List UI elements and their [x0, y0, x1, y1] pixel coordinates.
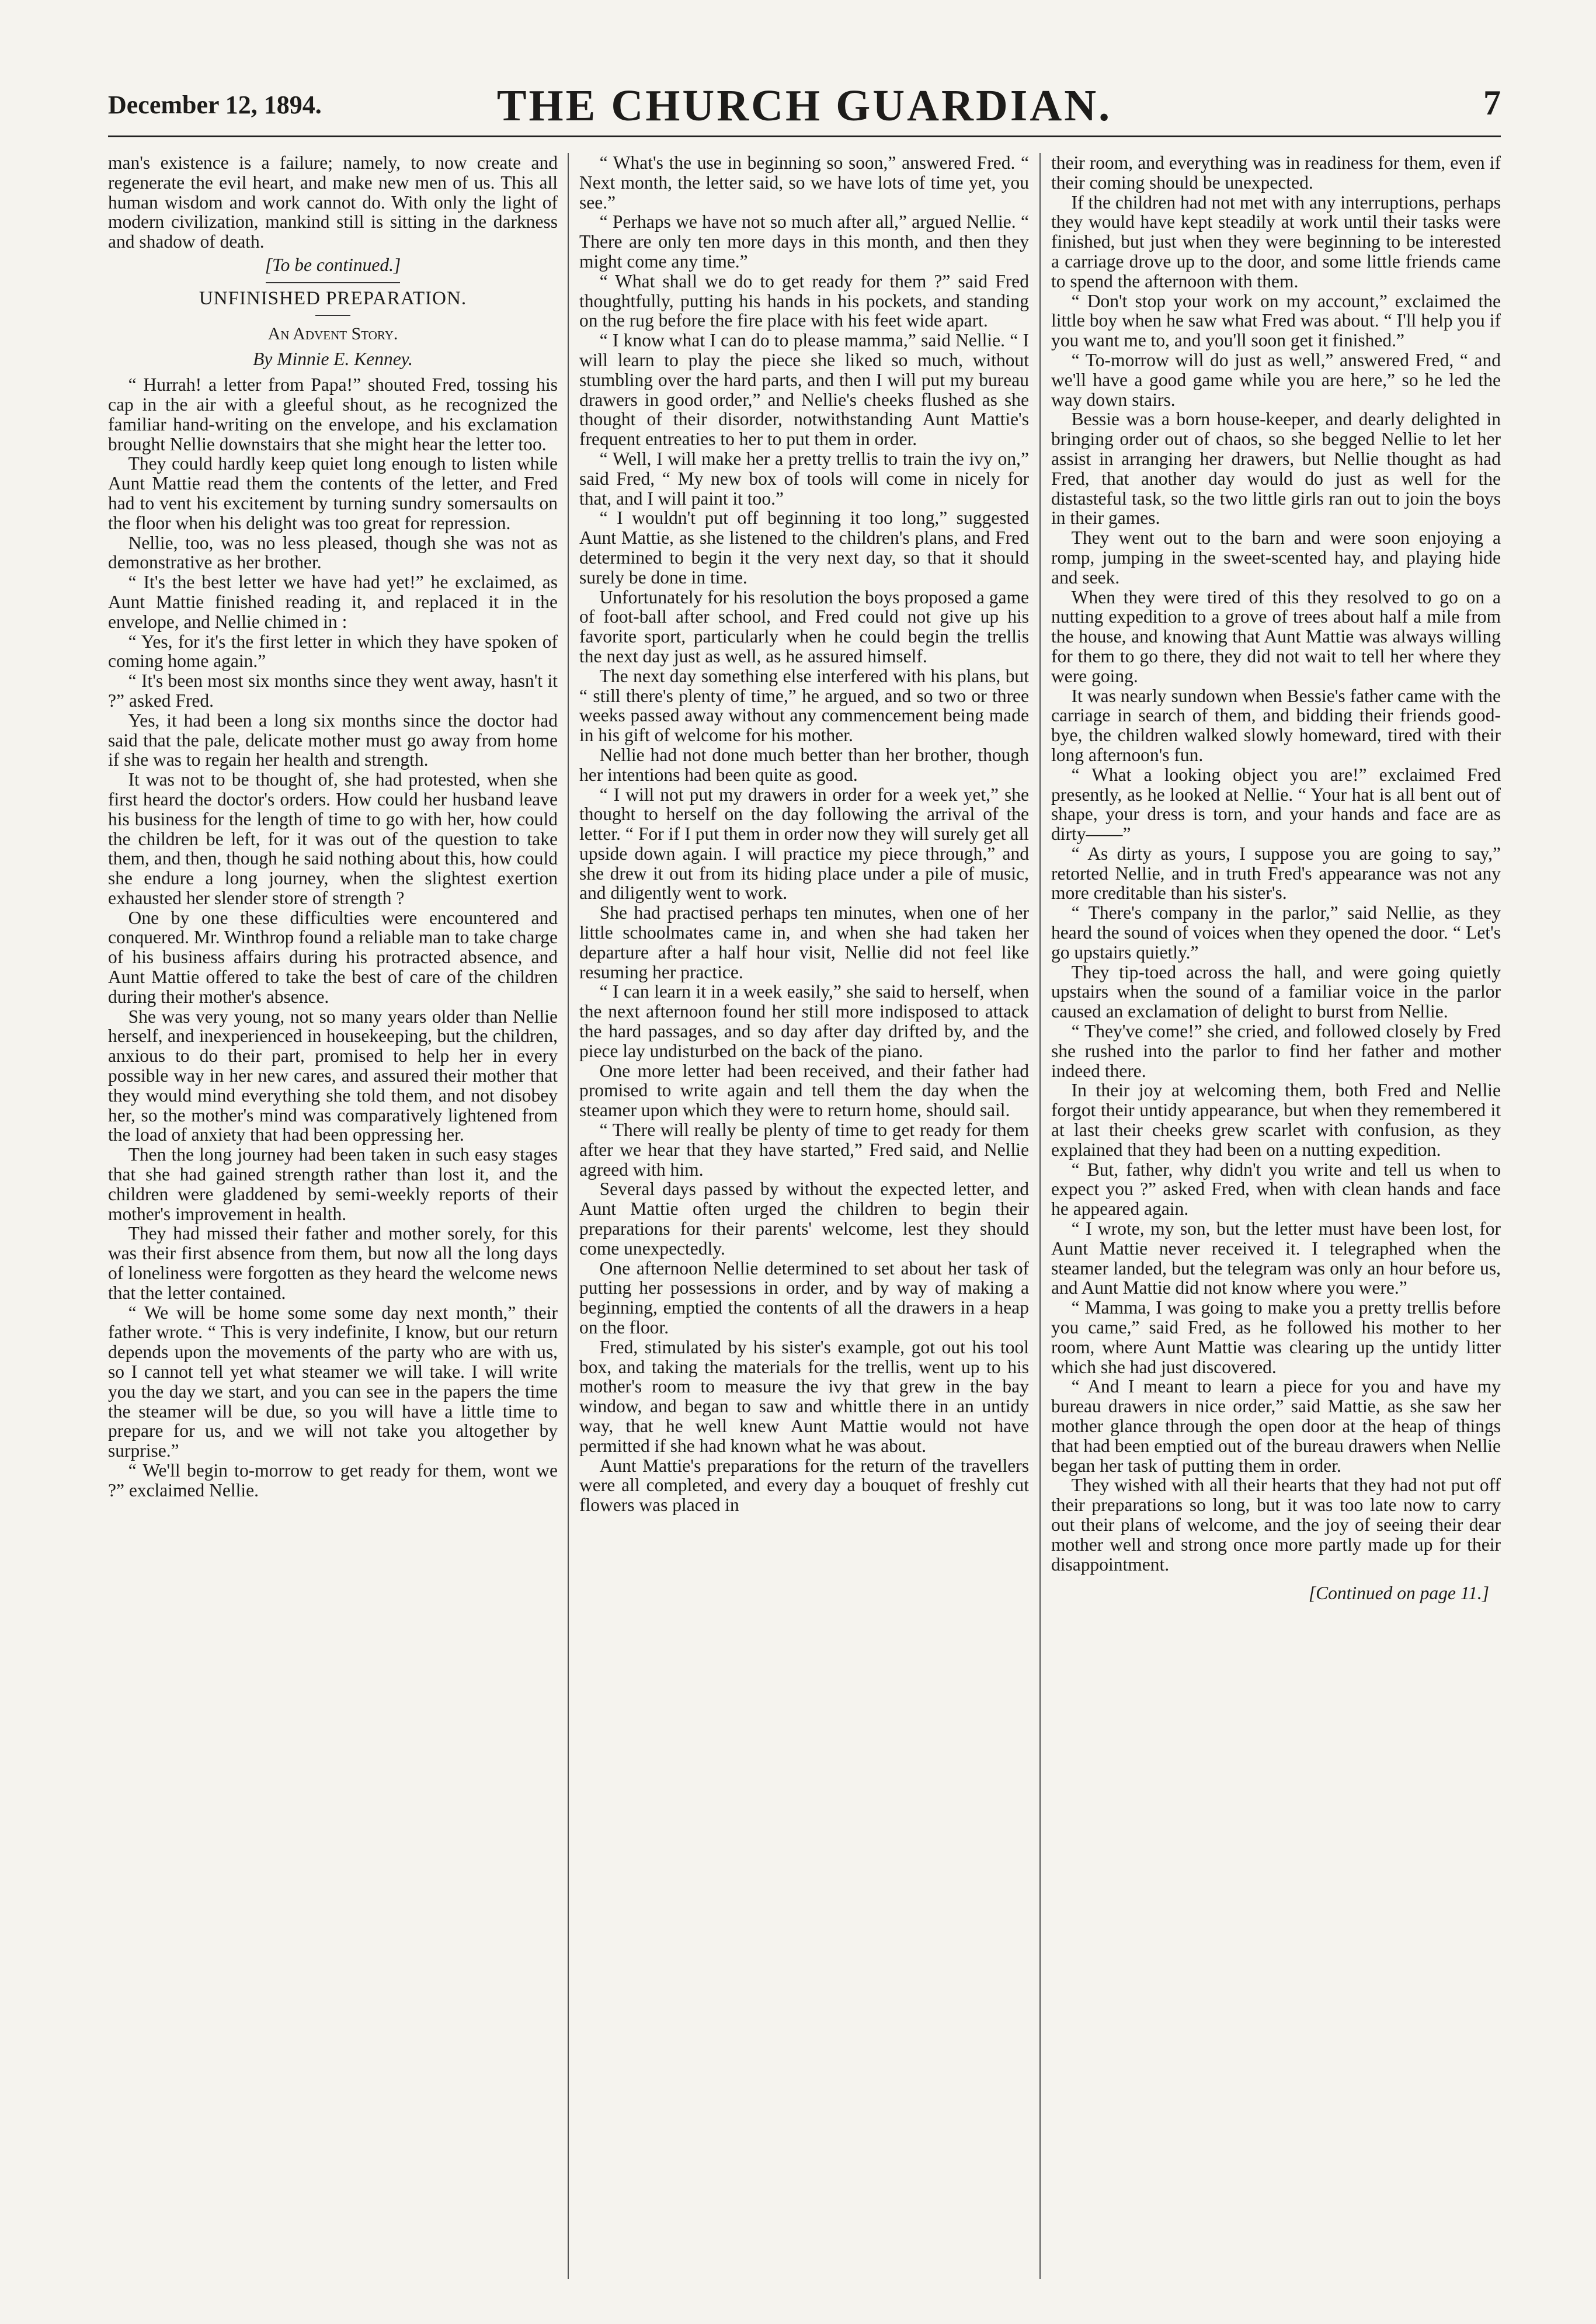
paragraph: In their joy at welcoming them, both Fred and Nellie forgot their untidy appearance, but when they remembered it at last their cheeks grew scarlet with confusion, as they explained that they had been on a nutting expedition. [1051, 1080, 1501, 1160]
column-2 [579, 153, 1029, 2279]
paragraph: “ Hurrah! a letter from Papa!” shouted Fred, tossing his cap in the air with a gleeful shout, as he recognized the familiar hand-writing on the envelope, and his exclamation brought Nellie downstairs that she might hear the letter too. [108, 374, 558, 454]
paragraph: “ What a looking object you are!” exclaimed Fred presently, as he looked at Nellie. “ Your hat is all bent out of shape, your dress is torn, and your hands and face are as dirty——” [1051, 764, 1501, 845]
paragraph: “ But, father, why didn't you write and tell us when to expect you ?” asked Fred, when with clean hands and face he appeared again. [1051, 1159, 1501, 1220]
paragraph: “ What's the use in beginning so soon,” answered Fred. “ Next month, the letter said, so we have lots of time yet, you see.” [579, 153, 1029, 213]
paragraph: They could hardly keep quiet long enough to listen while Aunt Mattie read them the contents of the letter, and Fred had to vent his excitement by turning sundry somersaults on the floor when his delight was too great for repression. [108, 453, 558, 533]
column-rule [568, 153, 569, 2279]
byline: By Minnie E. Kenney. [253, 349, 413, 370]
paragraph: “ They've come!” she cried, and followed closely by Fred she rushed into the parlor to find her father and mother indeed there. [1051, 1021, 1501, 1081]
paragraph: “ And I meant to learn a piece for you and have my bureau drawers in nice order,” said Mattie, as she saw her mother glance through the open door at the heap of things that had been emptied out of the bureau drawers when Nellie began her task of putting them in order. [1051, 1376, 1501, 1476]
masthead [108, 81, 1501, 130]
paragraph: If the children had not met with any interruptions, perhaps they would have kept steadily at work until their tasks were finished, but just when they were beginning to be interested a carriage drove up to the door, and some little friends came to spend the afternoon with them. [1051, 192, 1501, 291]
paragraph: “ I wrote, my son, but the letter must have been lost, for Aunt Mattie never received it. I telegraphed when the steamer landed, but the telegram was only an hour before us, and Aunt Mattie did not know where you were.” [1051, 1218, 1501, 1298]
issue-date: December 12, 1894. [108, 91, 322, 119]
to-be-continued-note: [To be continued.] [265, 254, 401, 275]
paragraph: Several days passed by without the expected letter, and Aunt Mattie often urged the children to begin their preparations for their parents' welcome, lest they should come unexpectedly. [579, 1179, 1029, 1259]
story-title: UNFINISHED PREPARATION. [199, 287, 467, 309]
paragraph: They tip-toed across the hall, and were going quietly upstairs when the sound of a familiar voice in the parlor caused an exclamation of delight to burst from Nellie. [1051, 961, 1501, 1022]
paragraph: “ There will really be plenty of time to get ready for them after we hear that they have started,” Fred said, and Nellie agreed with him. [579, 1120, 1029, 1180]
paragraph: They wished with all their hearts that they had not put off their preparations so long, but it was too late now to carry out their plans of welcome, and the joy of seeing their dear mother well and strong once more partly made up for their disappointment. [1051, 1475, 1501, 1575]
paragraph: One afternoon Nellie determined to set about her task of putting her possessions in order, and by way of making a beginning, emptied the contents of all the drawers in a heap on the floor. [579, 1257, 1029, 1338]
paragraph: They went out to the barn and were soon enjoying a romp, jumping in the sweet-scented hay, and playing hide and seek. [1051, 527, 1501, 588]
paragraph: Nellie had not done much better than her brother, though her intentions had been quite as good. [579, 744, 1029, 785]
paragraph: She had practised perhaps ten minutes, when one of her little schoolmates came in, and when she had taken her departure after a half hour visit, Nellie did not feel like resuming her practice. [579, 902, 1029, 982]
paragraph: When they were tired of this they resolved to go on a nutting expedition to a grove of trees about half a mile from the house, and knowing that Aunt Mattie was always willing for them to go there, they did not wait to tell her where they were going. [1051, 586, 1501, 686]
paragraph: “ To-morrow will do just as well,” answered Fred, “ and we'll have a good game while you are here,” so he led the way down stairs. [1051, 349, 1501, 410]
paragraph: “ Don't stop your work on my account,” exclaimed the little boy when he saw what Fred was about. “ I'll help you if you want me to, and you'll soon get it finished.” [1051, 290, 1501, 351]
paragraph: “ I will not put my drawers in order for a week yet,” she thought to herself on the day following the arrival of the letter. “ For if I put them in order now they will surely get all upside down again. I will practice my piece through,” and she drew it out from its hiding place under a pile of music, and diligently went to work. [579, 784, 1029, 904]
story-subtitle: An Advent Story. [267, 324, 398, 343]
paragraph: Unfortunately for his resolution the boys proposed a game of foot-ball after school, and Fred could not give up his favorite sport, particularly when he could begin the trellis the next day just as well, as he assured himself. [579, 586, 1029, 666]
paragraph: One by one these difficulties were encountered and conquered. Mr. Winthrop found a reliable man to take charge of his business affairs during his protracted absence, and Aunt Mattie offered to take the best of care of the children during their mother's absence. [108, 907, 558, 1007]
paragraph: “ Well, I will make her a pretty trellis to train the ivy on,” said Fred, “ My new box of tools will come in nicely for that, and I will paint it too.” [579, 448, 1029, 509]
article-separator [266, 282, 400, 283]
column-3 [1051, 153, 1501, 2279]
paragraph: “ I can learn it in a week easily,” she said to herself, when the next afternoon found her still more indisposed to attack the hard passages, and so day after day drifted by, and the piece lay undisturbed on the back of the piano. [579, 981, 1029, 1061]
paragraph: “ We'll begin to-morrow to get ready for them, wont we ?” exclaimed Nellie. [108, 1460, 558, 1500]
paragraph: Yes, it had been a long six months since the doctor had said that the pale, delicate mother must go away from home if she was to regain her health and strength. [108, 710, 558, 770]
paragraph: She was very young, not so many years older than Nellie herself, and inexperienced in housekeeping, but the children, anxious to do their part, promised to help her in every possible way in her new cares, and assured their mother that they would mind everything she told them, and not disobey her, so the mother's mind was comparatively lightened from the load of anxiety that had been oppressing her. [108, 1006, 558, 1145]
paragraph: Nellie, too, was no less pleased, though she was not as demonstrative as her brother. [108, 532, 558, 573]
paragraph: “ We will be home some some day next month,” their father wrote. “ This is very indefinite, I know, but our return depends upon the movements of the party who are with us, so I cannot tell yet what steamer we will take. I will write you the day we start, and you can see in the papers the time the steamer will be due, so you will have a little time to prepare for us, and we will not take you altogether by surprise.” [108, 1302, 558, 1461]
newspaper-title: THE CHURCH GUARDIAN. [496, 81, 1112, 130]
paragraph: “ There's company in the parlor,” said Nellie, as they heard the sound of voices when they opened the door. “ Let's go upstairs quietly.” [1051, 902, 1501, 963]
paragraph: It was not to be thought of, she had protested, when she first heard the doctor's orders. How could her husband leave his business for the length of time to go with her, how could the children be left, for it was out of the question to take them, and then, though he said nothing about this, how could she endure a long journey, when the slightest exertion exhausted her slender store of strength ? [108, 769, 558, 908]
paragraph: “ It's the best letter we have had yet!” he exclaimed, as Aunt Mattie finished reading it, and replaced it in the envelope, and Nellie chimed in : [108, 572, 558, 632]
header-rule [108, 136, 1501, 137]
paragraph: “ It's been most six months since they went away, hasn't it ?” asked Fred. [108, 671, 558, 711]
paragraph: Bessie was a born house-keeper, and dearly delighted in bringing order out of chaos, so she begged Nellie to let her assist in arranging her drawers, but Nellie thought as had Fred, that another day would do just as well for the distasteful task, so the two little girls ran out to join the boys in their games. [1051, 409, 1501, 529]
column-rule [1039, 153, 1041, 2279]
paragraph: “ Perhaps we have not so much after all,” argued Nellie. “ There are only ten more days in this month, and then they might come any time.” [579, 211, 1029, 272]
paragraph: Aunt Mattie's preparations for the return of the travellers were all completed, and every day a bouquet of freshly cut flowers was placed in [579, 1455, 1029, 1516]
paragraph: “ I wouldn't put off beginning it too long,” suggested Aunt Mattie, as she listened to the children's plans, and Fred determined to begin it the very next day, so that it should surely be done in time. [579, 508, 1029, 588]
paragraph: “ What shall we do to get ready for them ?” said Fred thoughtfully, putting his hands in his pockets, and standing on the rug before the fire place with his feet wide apart. [579, 270, 1029, 331]
paragraph: “ Mamma, I was going to make you a pretty trellis before you came,” said Fred, as he followed his mother to her room, where Aunt Mattie was clearing up the untidy litter which she had just discovered. [1051, 1297, 1501, 1377]
paragraph: their room, and everything was in readiness for them, even if their coming should be unexpected. [1051, 153, 1501, 193]
column-1 [108, 153, 558, 2279]
paragraph: It was nearly sundown when Bessie's father came with the carriage in search of them, and bidding their friends good-bye, the children walked slowly homeward, tired with their long afternoon's fun. [1051, 685, 1501, 765]
paragraph: “ Yes, for it's the first letter in which they have spoken of coming home again.” [108, 631, 558, 672]
continued-text: man's existence is a failure; namely, to now create and regenerate the evil heart, and make new men of us. This all human wisdom and work cannot do. With only the light of modern civilization, mankind still is sitting in the darkness and shadow of death. [108, 153, 558, 252]
paragraph: They had missed their father and mother sorely, for this was their first absence from them, but now all the long days of loneliness were forgotten as they heard the welcome news that the letter contained. [108, 1223, 558, 1303]
paragraph: Fred, stimulated by his sister's example, got out his tool box, and taking the materials for the trellis, went up to his mother's room to measure the ivy that grew in the bay window, and began to saw and whittle there in an untidy way, that he well knew Aunt Mattie would not have permitted if she had known what he was about. [579, 1336, 1029, 1456]
paragraph: One more letter had been received, and their father had promised to write again and tell them the day when the steamer upon which they were to return home, should sail. [579, 1060, 1029, 1121]
paragraph: The next day something else interfered with his plans, but “ still there's plenty of time,” he argued, and so two or three weeks passed away without any commencement being made in his gift of welcome for his mother. [579, 665, 1029, 746]
page-number: 7 [1483, 84, 1501, 122]
title-separator [315, 315, 350, 316]
paragraph: “ I know what I can do to please mamma,” said Nellie. “ I will learn to play the piece she liked so much, without stumbling over the hard parts, and then I will put my bureau drawers in good order,” and Nellie's cheeks flushed as she thought of their disorder, notwithstanding Aunt Mattie's frequent entreaties to her to put them in order. [579, 330, 1029, 450]
continued-on-note: [Continued on page 11.] [1308, 1583, 1489, 1604]
paragraph: “ As dirty as yours, I suppose you are going to say,” retorted Nellie, and in truth Fred's appearance was not any more creditable than his sister's. [1051, 843, 1501, 904]
paragraph: Then the long journey had been taken in such easy stages that she had gained strength rather than lost it, and the children were gladdened by semi-weekly reports of their mother's improvement in health. [108, 1144, 558, 1224]
